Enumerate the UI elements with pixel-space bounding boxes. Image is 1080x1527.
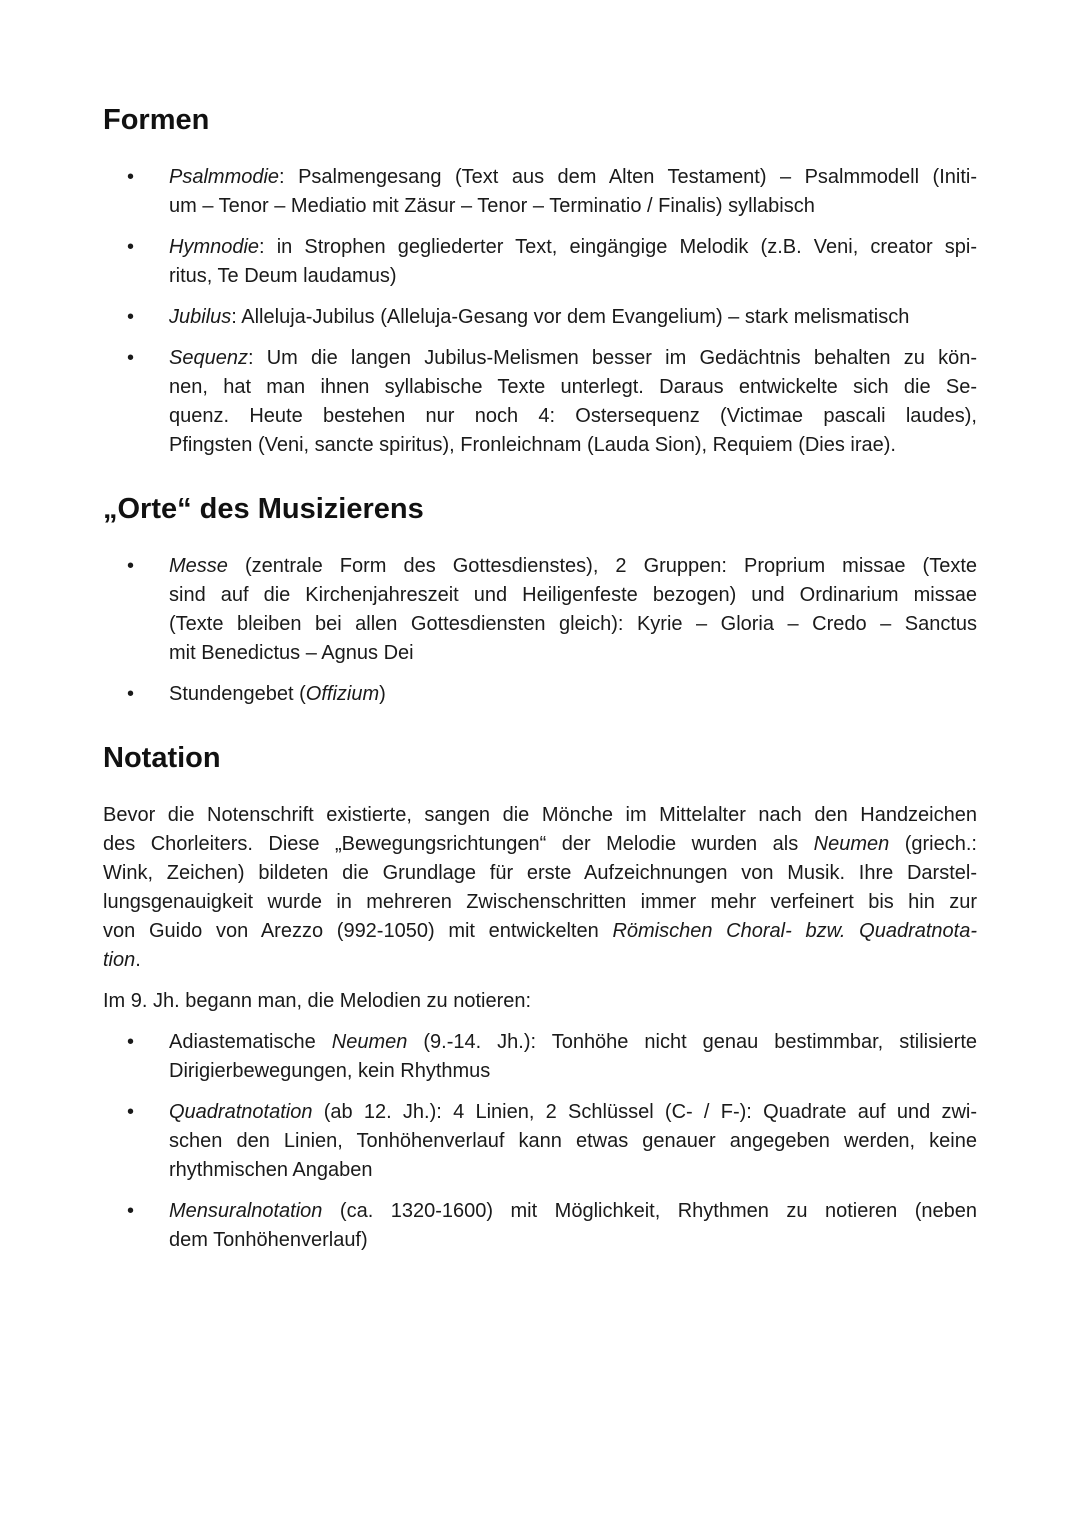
text-run: sind auf die Kirchenjahreszeit und Heiligenfeste bezogen) und Ordinarium missae	[169, 584, 977, 606]
text-run: )	[379, 683, 386, 705]
list-item	[103, 552, 977, 668]
text-run: Im 9. Jh. begann man, die Melodien zu notieren:	[103, 990, 532, 1012]
text-run: rhythmischen Angaben	[169, 1159, 373, 1181]
text-run: .	[135, 949, 141, 971]
text-line	[169, 1057, 977, 1086]
text-line	[169, 639, 977, 668]
text-run: (ab 12. Jh.): 4 Linien, 2 Schlüssel (C- / F-): Quadrate auf und zwi-	[312, 1101, 977, 1123]
paragraph	[103, 801, 977, 975]
text-run: Stundengebet (	[169, 683, 306, 705]
bullet-icon: •	[127, 347, 135, 369]
text-line	[169, 1226, 977, 1255]
list-item	[103, 680, 977, 709]
text-line	[103, 830, 977, 859]
italic-term: Quadratnotation	[169, 1101, 313, 1123]
text-run: lungsgenauigkeit wurde in mehreren Zwischenschritten immer mehr verfeinert bis hin zur	[103, 891, 977, 913]
text-run: mit Benedictus – Agnus Dei	[169, 642, 414, 664]
text-line	[169, 552, 977, 581]
text-run: (zentrale Form des Gottesdienstes), 2 Gruppen: Proprium missae (Texte	[227, 555, 977, 577]
bullet-icon: •	[127, 1031, 135, 1053]
text-line	[169, 402, 977, 431]
text-run: : Psalmengesang (Text aus dem Alten Testament) – Psalmmodell (Initi-	[279, 166, 977, 188]
italic-term: Neumen	[813, 833, 890, 855]
text-line	[169, 1127, 977, 1156]
text-run: : in Strophen gegliederter Text, eingängige Melodik (z.B. Veni, creator spi-	[259, 236, 977, 258]
section-heading: Formen	[103, 104, 210, 136]
text-line	[169, 1197, 977, 1226]
text-line	[169, 1028, 977, 1057]
bullet-list	[103, 1028, 977, 1255]
text-line	[169, 1156, 977, 1185]
bullet-list	[103, 552, 977, 709]
bullet-icon: •	[127, 683, 135, 705]
bullet-icon: •	[127, 1200, 135, 1222]
text-line	[169, 163, 977, 192]
text-run: (9.-14. Jh.): Tonhöhe nicht genau bestimmbar, stilisierte	[407, 1031, 978, 1053]
text-run: : Alleluja-Jubilus (Alleluja-Gesang vor dem Evangelium) – stark melismatisch	[231, 306, 910, 328]
italic-term: Neumen	[331, 1031, 408, 1053]
document-page	[103, 100, 977, 1267]
italic-term: Psalmmodie	[169, 166, 280, 188]
text-run: (griech.:	[889, 833, 977, 855]
italic-term: Mensuralnotation	[169, 1200, 323, 1222]
text-line	[103, 987, 977, 1016]
text-run: dem Tonhöhenverlauf)	[169, 1229, 368, 1251]
text-line	[103, 888, 977, 917]
text-line	[169, 303, 977, 332]
bullet-icon: •	[127, 166, 135, 188]
text-line	[169, 581, 977, 610]
text-line	[169, 610, 977, 639]
text-run: um – Tenor – Mediatio mit Zäsur – Tenor – Terminatio / Finalis) syllabisch	[169, 195, 815, 217]
text-run: des Chorleiters. Diese „Bewegungsrichtungen“ der Melodie wurden als	[103, 833, 814, 855]
paragraph	[103, 987, 977, 1016]
list-item	[103, 1028, 977, 1086]
text-run: Wink, Zeichen) bildeten die Grundlage für erste Aufzeichnungen von Musik. Ihre Darstel-	[103, 862, 977, 884]
text-line	[103, 946, 977, 975]
text-run: ritus, Te Deum laudamus)	[169, 265, 397, 287]
bullet-icon: •	[127, 236, 135, 258]
bullet-icon: •	[127, 306, 135, 328]
text-line	[169, 431, 977, 460]
list-item	[103, 163, 977, 221]
text-run: Dirigierbewegungen, kein Rhythmus	[169, 1060, 491, 1082]
section-heading: „Orte“ des Musizierens	[103, 493, 424, 525]
list-item	[103, 1197, 977, 1255]
text-line	[169, 262, 977, 291]
text-line	[169, 192, 977, 221]
text-run: (ca. 1320-1600) mit Möglichkeit, Rhythmen zu notieren (neben	[322, 1200, 977, 1222]
text-run: Bevor die Notenschrift existierte, sangen die Mönche im Mittelalter nach den Handzeichen	[103, 804, 977, 826]
section-heading: Notation	[103, 742, 221, 774]
text-line	[103, 917, 977, 946]
text-run: : Um die langen Jubilus-Melismen besser im Gedächtnis behalten zu kön-	[247, 347, 977, 369]
italic-term: Hymnodie	[169, 236, 260, 258]
italic-term: Römischen Choral- bzw. Quadratnota-	[612, 920, 978, 942]
italic-term: Jubilus	[169, 306, 232, 328]
text-run: (Texte bleiben bei allen Gottesdiensten gleich): Kyrie – Gloria – Credo – Sanctus	[169, 613, 977, 635]
text-run: von Guido von Arezzo (992-1050) mit entwickelten	[103, 920, 613, 942]
text-line	[169, 233, 977, 262]
text-run: nen, hat man ihnen syllabische Texte unterlegt. Daraus entwickelte sich die Se-	[169, 376, 977, 398]
text-line	[103, 859, 977, 888]
list-item	[103, 303, 977, 332]
text-run: Pfingsten (Veni, sancte spiritus), Fronleichnam (Lauda Sion), Requiem (Dies irae).	[169, 434, 896, 456]
list-item	[103, 1098, 977, 1185]
italic-term: Offizium	[305, 683, 380, 705]
bullet-icon: •	[127, 555, 135, 577]
list-item	[103, 344, 977, 460]
text-line	[169, 373, 977, 402]
text-run: Adiastematische	[169, 1031, 332, 1053]
italic-term: Sequenz	[169, 347, 248, 369]
text-line	[169, 680, 977, 709]
bullet-list	[103, 163, 977, 460]
text-line	[169, 344, 977, 373]
text-line	[103, 801, 977, 830]
bullet-icon: •	[127, 1101, 135, 1123]
text-run: quenz. Heute bestehen nur noch 4: Ostersequenz (Victimae pascali laudes),	[169, 405, 977, 427]
italic-term: Messe	[169, 555, 228, 577]
list-item	[103, 233, 977, 291]
text-line	[169, 1098, 977, 1127]
italic-term: tion	[103, 949, 136, 971]
text-run: schen den Linien, Tonhöhenverlauf kann etwas genauer angegeben werden, keine	[169, 1130, 977, 1152]
